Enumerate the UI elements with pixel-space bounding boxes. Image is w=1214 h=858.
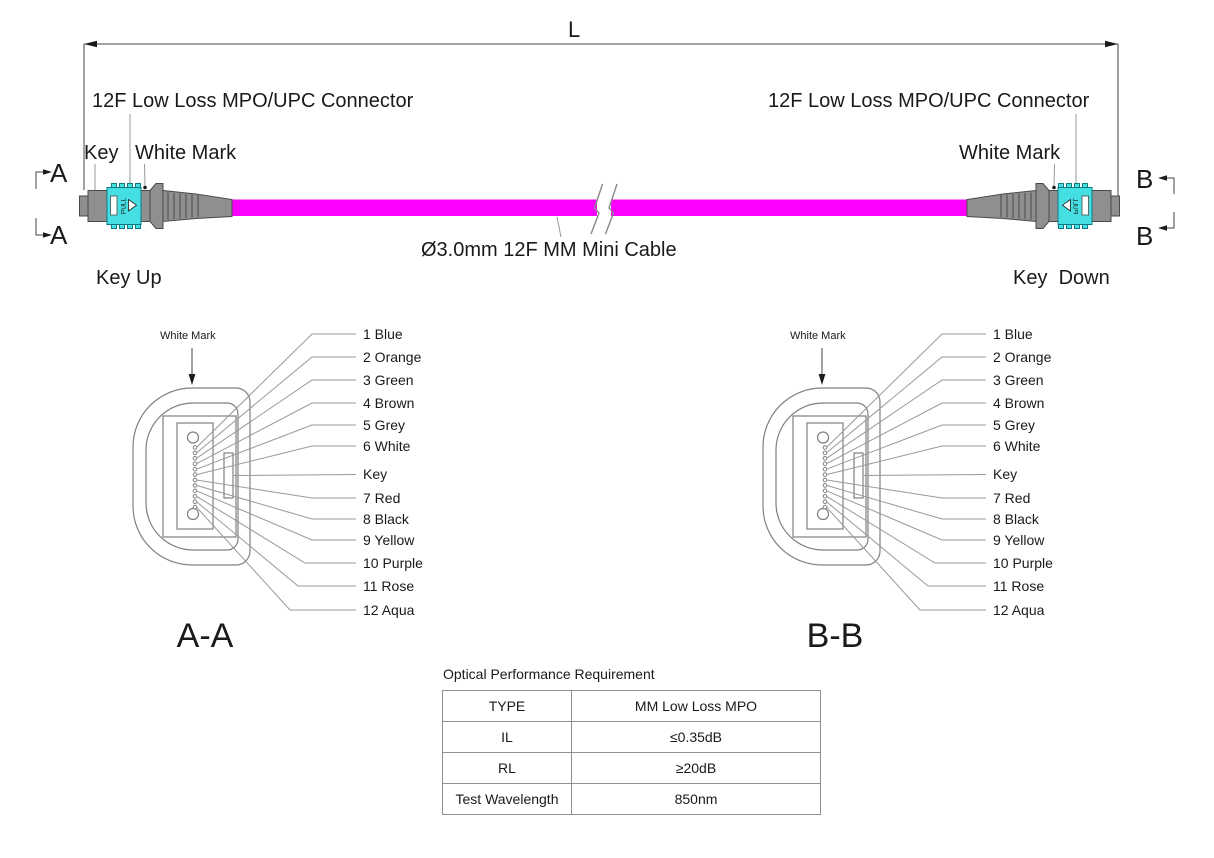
pin-label: 8 Black xyxy=(363,511,409,527)
pin-label: 6 White xyxy=(363,438,411,454)
value-cell: ≥20dB xyxy=(572,753,821,784)
pin-label: 2 Orange xyxy=(993,349,1052,365)
key-callout: Key xyxy=(84,142,119,164)
pin-label: 5 Grey xyxy=(363,417,406,433)
pin-label: 2 Orange xyxy=(363,349,422,365)
pin-label: 9 Yellow xyxy=(363,532,415,548)
section-marker-b xyxy=(1158,175,1174,231)
connector-callout-left: 12F Low Loss MPO/UPC Connector xyxy=(92,90,414,112)
view-title-aa: A-A xyxy=(176,617,234,655)
dim-arrow-right-icon xyxy=(1105,41,1118,47)
param-cell: TYPE xyxy=(443,691,572,722)
face-white-mark-label-bb: White Mark xyxy=(790,330,846,342)
cable-jacket xyxy=(232,200,597,217)
pin-label: 12 Aqua xyxy=(363,602,415,618)
pin-label: 1 Blue xyxy=(993,326,1033,342)
face-view-bb xyxy=(763,334,986,610)
table-row xyxy=(443,722,821,753)
section-label-a-bottom: A xyxy=(50,220,68,250)
pin-label: 4 Brown xyxy=(993,395,1045,411)
value-cell: 850nm xyxy=(572,784,821,815)
pin-label: 9 Yellow xyxy=(993,532,1045,548)
pin-label: 1 Blue xyxy=(363,326,403,342)
pin-label: 10 Purple xyxy=(363,555,423,571)
param-cell: IL xyxy=(443,722,572,753)
connector-callout-right: 12F Low Loss MPO/UPC Connector xyxy=(768,90,1090,112)
pin-label: Key xyxy=(363,466,388,482)
pin-label: 6 White xyxy=(993,438,1041,454)
pin-label: 11 Rose xyxy=(363,578,415,594)
section-arrow-icon xyxy=(1158,175,1167,181)
pin-label: 12 Aqua xyxy=(993,602,1045,618)
table-row xyxy=(443,784,821,815)
section-label-b-top: B xyxy=(1136,164,1154,194)
view-title-bb: B-B xyxy=(806,617,864,655)
key-down-label: Key Down xyxy=(1013,267,1110,289)
pin-label: 4 Brown xyxy=(363,395,415,411)
left-connector xyxy=(80,184,233,229)
section-arrow-icon xyxy=(1158,225,1167,231)
pin-label: 7 Red xyxy=(363,490,401,506)
section-label-a-top: A xyxy=(50,158,68,188)
cable-callout: Ø3.0mm 12F MM Mini Cable xyxy=(421,239,677,261)
pin-label: 3 Green xyxy=(993,372,1044,388)
dimension-label: L xyxy=(568,17,581,42)
white-mark-callout-right: White Mark xyxy=(959,142,1061,164)
param-cell: RL xyxy=(443,753,572,784)
pin-label: 11 Rose xyxy=(993,578,1045,594)
white-mark-callout-left: White Mark xyxy=(135,142,237,164)
face-white-mark-label-aa: White Mark xyxy=(160,330,216,342)
table-title: Optical Performance Requirement xyxy=(443,666,655,682)
right-connector xyxy=(967,184,1120,229)
length-dimension xyxy=(84,41,1118,196)
pin-label: 8 Black xyxy=(993,511,1039,527)
section-label-b-bottom: B xyxy=(1136,221,1154,251)
pin-label: 5 Grey xyxy=(993,417,1036,433)
pin-label: 10 Purple xyxy=(993,555,1053,571)
face-view-aa xyxy=(133,334,356,610)
table-row xyxy=(443,691,821,722)
optical-performance-table xyxy=(442,690,821,815)
pin-label: 7 Red xyxy=(993,490,1031,506)
white-mark-dot xyxy=(1052,186,1056,190)
table-row xyxy=(443,753,821,784)
cable-jacket xyxy=(611,200,967,217)
fiber-cable xyxy=(232,184,967,234)
value-cell: MM Low Loss MPO xyxy=(572,691,821,722)
dim-arrow-left-icon xyxy=(84,41,97,47)
key-up-label: Key Up xyxy=(96,267,162,289)
value-cell: ≤0.35dB xyxy=(572,722,821,753)
callout-leaders xyxy=(95,114,1076,237)
pin-label: 3 Green xyxy=(363,372,414,388)
white-mark-dot xyxy=(143,186,147,190)
param-cell: Test Wavelength xyxy=(443,784,572,815)
pin-label: Key xyxy=(993,466,1018,482)
